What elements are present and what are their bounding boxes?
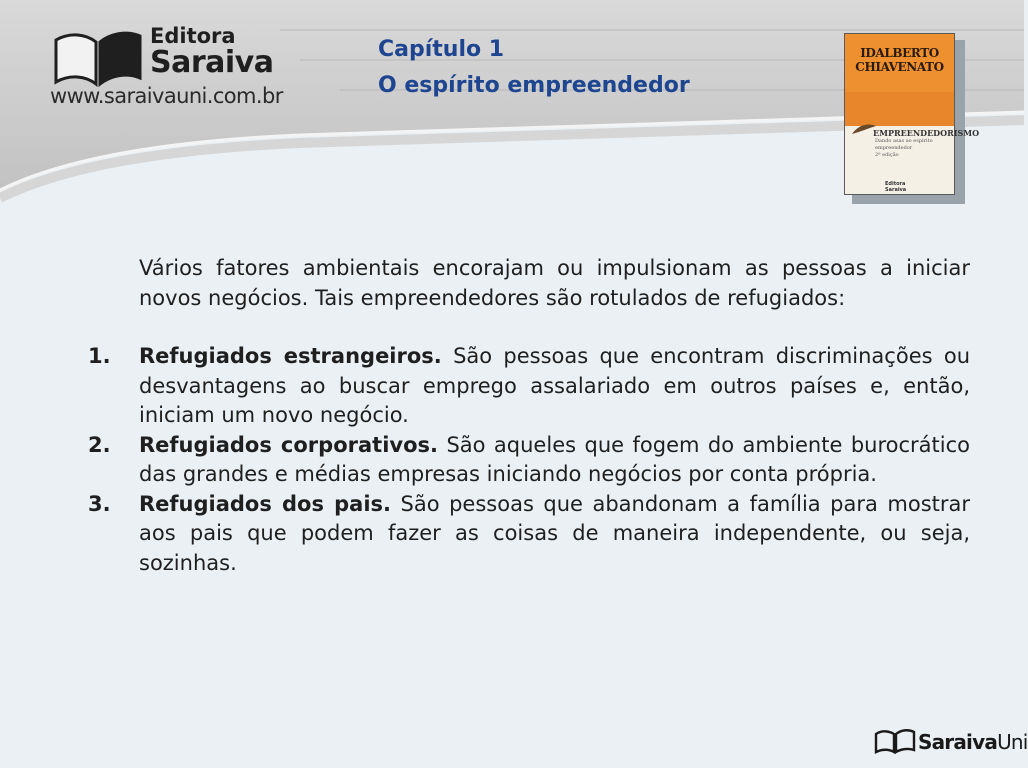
chapter-number: Capítulo 1 — [378, 37, 505, 62]
open-book-icon — [52, 28, 144, 92]
list-item — [88, 342, 970, 431]
cover-publisher — [885, 181, 945, 193]
cover-subtitle — [875, 138, 953, 159]
list-item-text: São pessoas que encontram discriminações ou desvantagens ao buscar emprego assalariado em outros países e, então, iniciam um novo negócio. — [139, 344, 970, 427]
list-item-text: São aqueles que fogem do ambiente burocrático das grandes e médias empresas iniciando negócios por conta própria. — [139, 432, 970, 486]
list-item-number: 1. — [88, 344, 111, 368]
cover-subtitle-text: Dando asas ao espírito empreendedor — [875, 138, 933, 151]
list-item — [88, 490, 970, 579]
list-item-number: 2. — [88, 432, 111, 457]
brand-url: www.saraivauni.com.br — [50, 84, 283, 108]
list-item-title: Refugiados corporativos. — [139, 432, 438, 457]
list-item-text: São pessoas que abandonam a família para mostrar aos pais que podem fazer as coisas de maneira independente, ou seja, sozinhas. — [139, 491, 971, 575]
book-cover — [844, 33, 980, 195]
cover-title: EMPREENDEDORISMO — [873, 128, 980, 138]
cover-publisher-line1: Editora — [885, 181, 906, 187]
intro-paragraph: Vários fatores ambientais encorajam ou impulsionam as pessoas a iniciar novos negócios. Tais empreendedores são rotulados de refugiados: — [139, 256, 970, 310]
open-book-icon — [874, 728, 916, 754]
brand-name: Saraiva — [150, 45, 274, 80]
cover-edition: 2ª edição — [875, 152, 899, 158]
footer-logo-part1: Saraiva — [918, 730, 998, 754]
brand-logo — [50, 22, 290, 112]
cover-publisher-line2: Saraiva — [885, 187, 907, 193]
footer-logo-part2: Uni — [997, 730, 1028, 754]
footer-logo-text — [918, 730, 1028, 754]
cover-author: IDALBERTO CHIAVENATO — [845, 34, 954, 92]
footer-logo — [874, 726, 1028, 756]
chapter-title: O espírito empreendedor — [378, 73, 690, 98]
brand-publisher-label: Editora — [150, 24, 236, 48]
slide-body — [88, 254, 970, 578]
list-item-number: 3. — [88, 491, 111, 516]
chapter-heading — [378, 32, 690, 104]
list-item — [88, 431, 970, 490]
list-item-title: Refugiados estrangeiros. — [139, 344, 442, 368]
list-item-title: Refugiados dos pais. — [139, 491, 392, 516]
